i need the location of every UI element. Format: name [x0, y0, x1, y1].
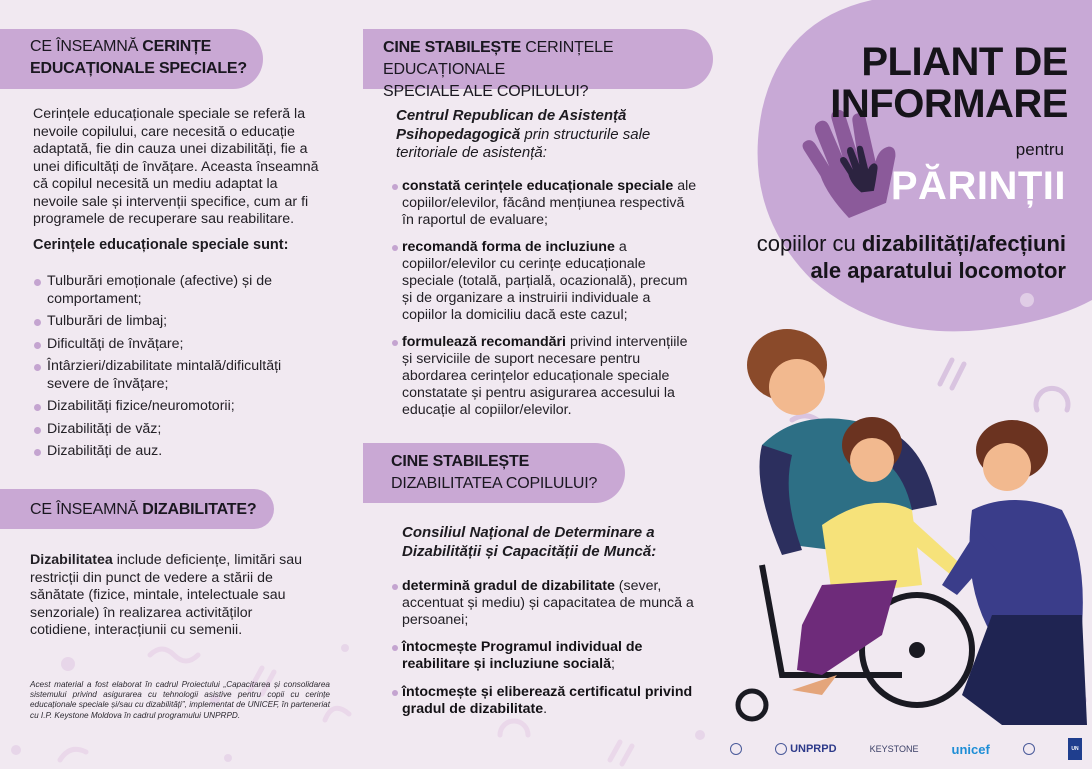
item-text: ; — [610, 656, 615, 673]
item-bold: formulează recomandări — [402, 334, 567, 351]
item-text: a copiilor/elevilor cu cerințe educaționale speciale (totală, parțială, ocazională), precum și de organizare a instruirii individuale a copiilor la domiciliu dacă este cazul; — [402, 239, 688, 323]
list-item: Dizabilități fizice/neuromotorii; — [33, 398, 298, 416]
heading-text: CERINȚELE EDUCAȚIONALE — [383, 39, 614, 78]
org-name: Consiliul Național de Determinare a Dizabilității și Capacității de Muncă: — [402, 524, 657, 560]
intro-line: Cerințele educaționale speciale se referă la — [33, 106, 306, 122]
item-text: . — [543, 700, 548, 717]
org-text: prin structurile sale teritoriale de asistență: — [396, 125, 651, 161]
dizabilitate-text: include deficiențe, limitări sau restricții din punct de vedere a stării de sănătate (fizice, mintale, intelectuale sau senzoriale) în realizarea activităților cotidiene, interacțiunii cu semenii. — [30, 552, 303, 638]
list-item — [392, 578, 697, 628]
item-text: (sever, accentuat și mediu) și capacitatea de muncă a persoanei; — [402, 578, 694, 628]
heading-text-bold: EDUCAȚIONALE SPECIALE? — [30, 60, 247, 77]
title-line-2: INFORMARE — [830, 82, 1068, 126]
item-bold: constată cerințele educaționale speciale — [402, 178, 674, 194]
title-subtitle — [757, 230, 1066, 284]
un-emblem-icon — [775, 743, 787, 755]
heading-text: DIZABILITATEA COPILULUI? — [391, 475, 598, 492]
logo-text: UNPRPD — [790, 743, 837, 755]
cerinte-list — [33, 273, 298, 461]
list-item — [392, 334, 697, 418]
logo-text: KEYSTONE — [869, 744, 919, 754]
cndd-list — [392, 578, 697, 718]
item-text: privind intervențiile și serviciile de suport necesare pentru abordarea cerințelor educaționale speciale constatate și pentru asigurarea accesului la educație al copiilor/elevilor. — [402, 334, 688, 418]
list-item — [392, 684, 697, 718]
item-bold: recomandă forma de incluziune — [402, 239, 615, 256]
intro-line: nevoile sale și intervenții specifice, cum ar fi — [33, 193, 309, 210]
logo-text: unicef — [951, 741, 990, 757]
heading-cine-cerinte — [363, 29, 713, 100]
heading-text-bold: CINE STABILEȘTE — [391, 453, 530, 470]
intro-line: adaptată, fie din cauza unei dizabilități, fie a — [33, 141, 308, 157]
unprpd-logo — [775, 743, 836, 755]
org-cndd — [402, 524, 692, 561]
org-name: Centrul Republican de Asistență Psihopedagogică — [396, 107, 627, 143]
heading-text-bold: DIZABILITATE? — [142, 501, 257, 518]
list-item — [392, 639, 697, 673]
intro-line: că copilul necesită un mediu adaptat la — [33, 176, 278, 192]
list-item: Întârzieri/dizabilitate mintală/dificultăți severe de învățare; — [33, 358, 298, 393]
keystone-logo — [870, 744, 919, 754]
subtitle-text: copiilor cu — [756, 231, 862, 256]
intro-paragraph — [33, 106, 343, 229]
intro-line: unei dificultăți de învățare. Aceasta înseamnă — [33, 158, 319, 175]
crap-list — [392, 178, 697, 418]
family-illustration — [722, 295, 1092, 735]
heading-dizabilitate — [0, 489, 274, 529]
list-item: Dizabilități de auz. — [33, 443, 298, 461]
list-item — [392, 239, 697, 323]
heading-cine-dizabilitate — [363, 443, 625, 503]
title-pentru: pentru — [1015, 140, 1064, 159]
item-bold: întocmește și eliberează certificatul privind gradul de dizabilitate — [402, 683, 693, 717]
unicef-logo — [952, 742, 990, 757]
org-crap — [396, 107, 696, 163]
project-footnote: Acest material a fost elaborat în cadrul Proiectului „Capacitarea și consolidarea sistemului privind asigurarea cu tehnologii asistive pentru copii cu cerințe educaționale speciale și/sau cu dizabilități”, implementat de UNICEF, în parteneriat cu I.P. Keystone Moldova în cadrul programului UNPRPD. — [30, 680, 330, 720]
heading-text-bold: CINE STABILEȘTE — [383, 39, 522, 56]
ministry-logo — [730, 743, 742, 755]
item-bold: determină gradul de dizabilitate — [402, 578, 615, 594]
heading-text: CE ÎNSEAMNĂ — [30, 38, 143, 55]
partner-logos — [730, 738, 1082, 760]
title-line-1: PLIANT DE — [861, 40, 1068, 84]
un-human-rights-logo — [1023, 743, 1035, 755]
heading-text: SPECIALE ALE COPILULUI? — [383, 83, 589, 100]
dizabilitate-term: Dizabilitatea — [30, 552, 113, 568]
undp-logo: UN — [1068, 738, 1082, 760]
list-item: Tulburări de limbaj; — [33, 313, 298, 331]
title-parinti: PĂRINȚII — [890, 164, 1066, 208]
list-item: Dificultăți de învățare; — [33, 336, 298, 354]
cover-title — [722, 0, 1092, 300]
subtitle-bold: ale aparatului locomotor — [810, 258, 1066, 283]
un-emblem-icon — [1023, 743, 1035, 755]
subtitle-bold: dizabilități/afecțiuni — [861, 231, 1066, 256]
seal-icon — [730, 743, 742, 755]
heading-cerinte — [0, 29, 263, 89]
item-bold: întocmește Programul individual de reabilitare și incluziune socială — [402, 639, 643, 673]
list-item: Dizabilități de văz; — [33, 421, 298, 439]
intro-line: programele de recuperare sau reabilitare. — [33, 211, 295, 227]
list-item: Tulburări emoționale (afective) și de comportament; — [33, 273, 298, 308]
item-text: ale copiilor/elevilor, făcând mențiunea respectivă în raportul de evaluare; — [402, 178, 697, 228]
list-title: Cerințele educaționale speciale sunt: — [33, 237, 289, 253]
heading-text-bold: CERINȚE — [142, 38, 212, 55]
intro-line: nevoile copilului, care necesită o educație — [33, 123, 295, 140]
heading-text: CE ÎNSEAMNĂ — [30, 501, 143, 518]
list-item — [392, 178, 697, 228]
dizabilitate-paragraph — [30, 552, 312, 640]
